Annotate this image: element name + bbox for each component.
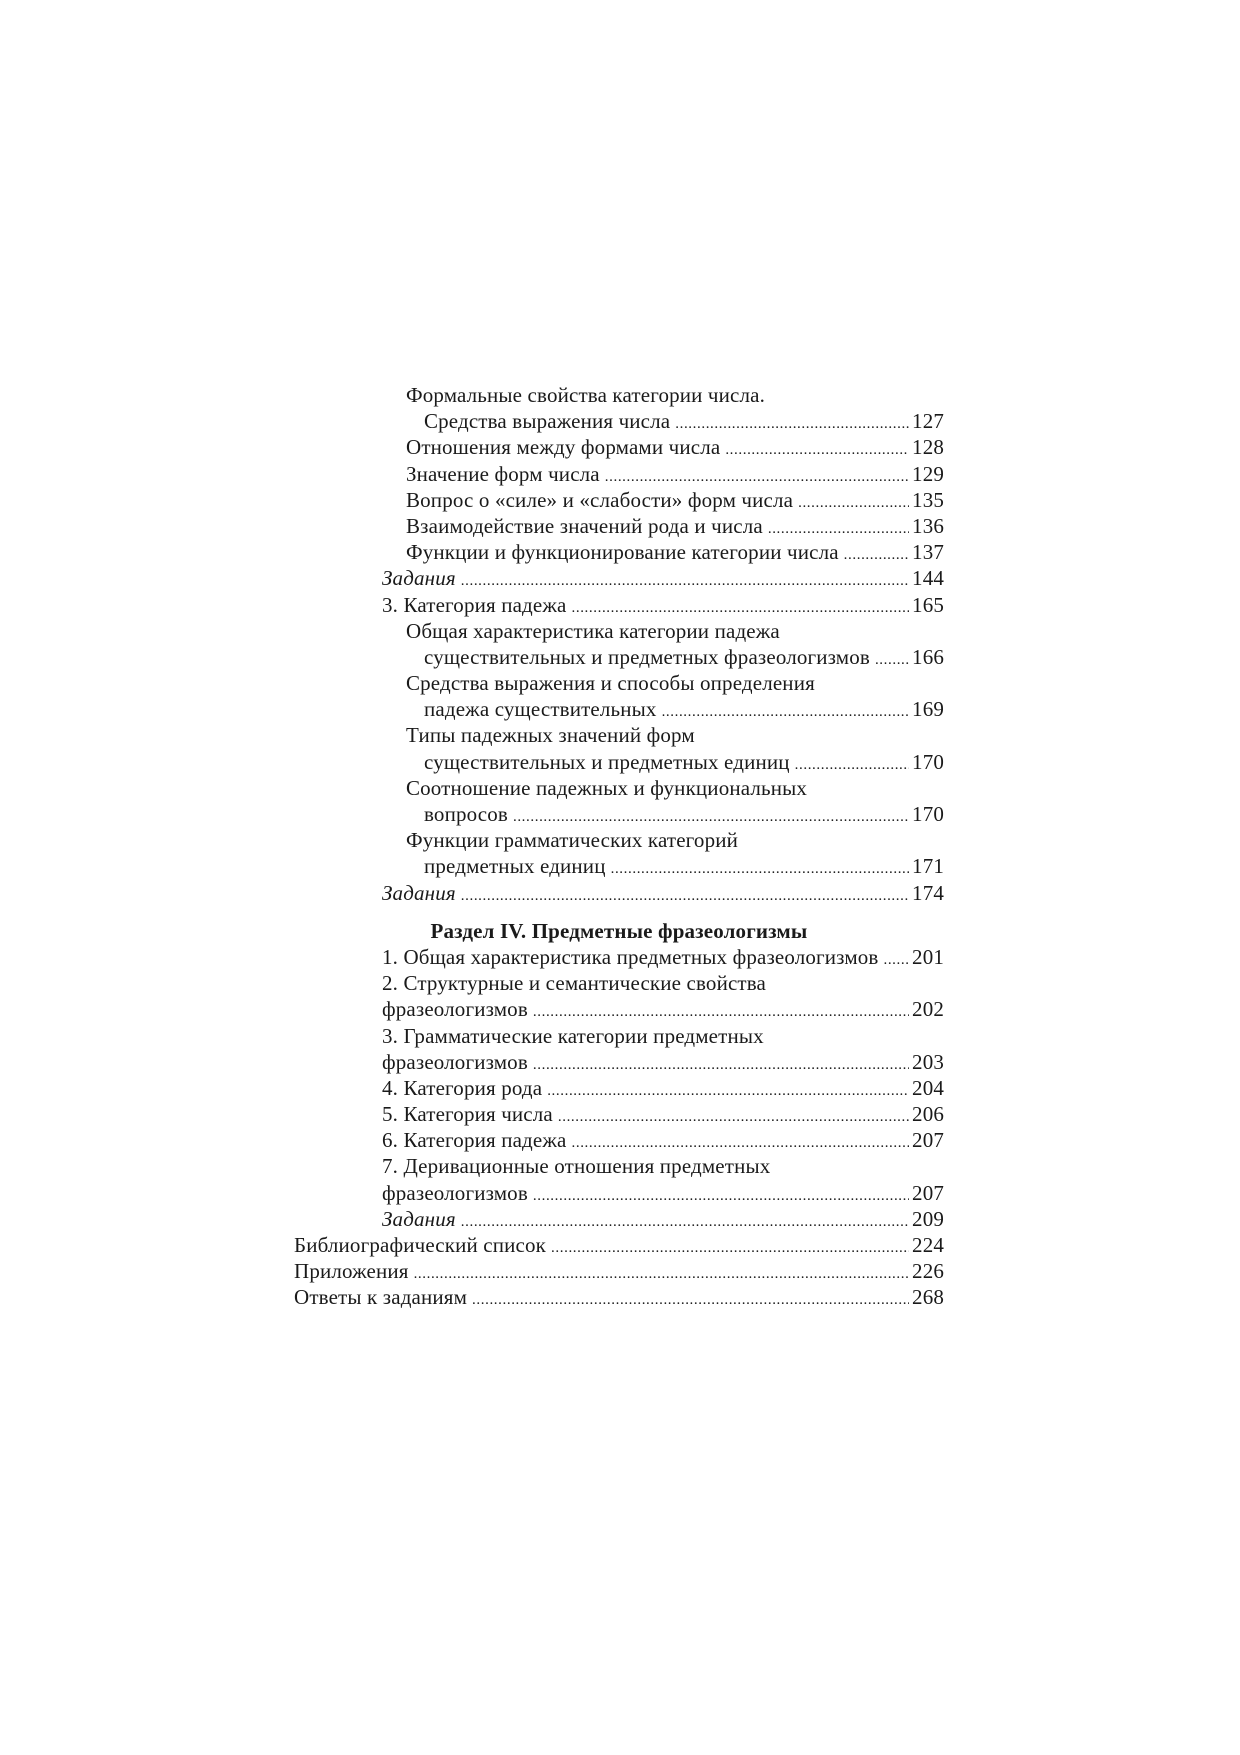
- toc-entry-title: фразеологизмов: [382, 997, 528, 1022]
- toc-entry[interactable]: [294, 827, 944, 853]
- toc-entry[interactable]: [294, 1049, 944, 1075]
- dot-leader: [558, 1101, 909, 1130]
- toc-entry-page: 206: [912, 1102, 944, 1127]
- dot-leader: [605, 461, 909, 490]
- toc-entry-page: 129: [912, 461, 944, 486]
- dot-leader: [547, 1075, 909, 1104]
- dot-leader: [611, 853, 909, 882]
- toc-entry-page: 127: [912, 409, 944, 434]
- toc-entry-title: 5. Категория числа: [382, 1102, 553, 1127]
- toc-entry-title: фразеологизмов: [382, 1049, 528, 1074]
- toc-entry-title: Задания: [382, 1206, 456, 1231]
- toc-entry-title: предметных единиц: [424, 854, 606, 879]
- toc-entry[interactable]: [294, 749, 944, 775]
- toc-entry-title: Задания: [382, 880, 456, 905]
- toc-entry[interactable]: [294, 1075, 944, 1101]
- toc-entry[interactable]: [294, 618, 944, 644]
- toc-entry-title: 7. Деривационные отношения предметных: [382, 1154, 771, 1179]
- toc-entry[interactable]: [294, 592, 944, 618]
- toc-entry-page: 136: [912, 513, 944, 538]
- toc-entry[interactable]: [294, 880, 944, 906]
- dot-leader: [572, 592, 910, 621]
- toc-entry[interactable]: [294, 644, 944, 670]
- toc-entry[interactable]: [294, 853, 944, 879]
- toc-entry[interactable]: [294, 996, 944, 1022]
- toc-entry[interactable]: [294, 382, 944, 408]
- toc-entry-page: 137: [912, 540, 944, 565]
- toc-entry[interactable]: [294, 1206, 944, 1232]
- toc-entry-title: Задания: [382, 566, 456, 591]
- dot-leader: [798, 487, 909, 516]
- toc-entry-page: 174: [912, 880, 944, 905]
- dot-leader: [551, 1232, 909, 1261]
- toc-entry-title: Средства выражения числа: [424, 409, 671, 434]
- toc-entry[interactable]: [294, 970, 944, 996]
- toc-entry[interactable]: [294, 1101, 944, 1127]
- toc-entry[interactable]: [294, 434, 944, 460]
- toc-entry-title: Значение форм числа: [406, 461, 600, 486]
- dot-leader: [414, 1258, 909, 1287]
- dot-leader: [472, 1284, 909, 1313]
- toc-entry[interactable]: [294, 1023, 944, 1049]
- toc-entry-page: 171: [912, 854, 944, 879]
- toc-entry-title: Приложения: [294, 1259, 409, 1284]
- toc-entry[interactable]: [294, 801, 944, 827]
- table-of-contents: [294, 382, 944, 1311]
- toc-entry-page: 201: [912, 944, 944, 969]
- toc-entry[interactable]: [294, 696, 944, 722]
- toc-entry-title: Средства выражения и способы определения: [406, 671, 815, 696]
- toc-entry-title: 3. Категория падежа: [382, 592, 567, 617]
- toc-entry[interactable]: [294, 1258, 944, 1284]
- toc-entry-page: 135: [912, 487, 944, 512]
- section-heading-text: Раздел IV. Предметные фразеологизмы: [430, 918, 808, 943]
- toc-entry[interactable]: [294, 565, 944, 591]
- toc-entry-title: Отношения между формами числа: [406, 435, 721, 460]
- toc-entry-page: 203: [912, 1049, 944, 1074]
- toc-entry-title: Типы падежных значений форм: [406, 723, 695, 748]
- toc-entry-page: 207: [912, 1180, 944, 1205]
- toc-entry-title: 4. Категория рода: [382, 1075, 543, 1100]
- toc-entry-page: 166: [912, 644, 944, 669]
- toc-entry-title: Общая характеристика категории падежа: [406, 618, 780, 643]
- toc-entry-title: Библиографический список: [294, 1233, 547, 1257]
- toc-entry-page: 165: [912, 592, 944, 617]
- toc-entry-title: Формальные свойства категории числа.: [406, 383, 765, 407]
- toc-entry-page: 170: [912, 802, 944, 826]
- toc-entry-page: 268: [912, 1285, 944, 1310]
- toc-entry[interactable]: [294, 722, 944, 748]
- toc-entry-title: 1. Общая характеристика предметных фразеологизмов: [382, 944, 879, 969]
- toc-entry[interactable]: [294, 487, 944, 513]
- toc-entry-title: Функции и функционирование категории числа: [406, 540, 839, 565]
- dot-leader: [662, 696, 909, 725]
- toc-entry-page: 226: [912, 1259, 944, 1284]
- dot-leader: [725, 434, 909, 463]
- toc-entry-page: 170: [912, 749, 944, 774]
- toc-entry[interactable]: [294, 1153, 944, 1179]
- section-heading: [294, 918, 944, 944]
- dot-leader: [533, 1049, 909, 1078]
- toc-entry-title: 6. Категория падежа: [382, 1128, 567, 1153]
- dot-leader: [513, 801, 909, 830]
- toc-entry[interactable]: [294, 1180, 944, 1206]
- dot-leader: [572, 1127, 910, 1156]
- toc-entry[interactable]: [294, 513, 944, 539]
- toc-entry[interactable]: [294, 670, 944, 696]
- toc-entry-title: Соотношение падежных и функциональных: [406, 775, 808, 800]
- dot-leader: [461, 880, 909, 909]
- toc-entry[interactable]: [294, 1232, 944, 1258]
- dot-leader: [461, 1206, 909, 1235]
- toc-entry-page: 207: [912, 1128, 944, 1153]
- toc-entry-title: 3. Грамматические категории предметных: [382, 1023, 764, 1048]
- toc-entry-page: 144: [912, 566, 944, 591]
- toc-entry-title: существительных и предметных единиц: [424, 749, 790, 774]
- dot-leader: [533, 996, 909, 1025]
- toc-entry[interactable]: [294, 1284, 944, 1310]
- toc-entry-title: 2. Структурные и семантические свойства: [382, 971, 767, 996]
- dot-leader: [533, 1180, 909, 1209]
- toc-entry[interactable]: [294, 775, 944, 801]
- toc-entry-title: вопросов: [424, 802, 508, 826]
- toc-entry[interactable]: [294, 1127, 944, 1153]
- dot-leader: [883, 944, 909, 973]
- toc-entry[interactable]: [294, 461, 944, 487]
- dot-leader: [875, 644, 909, 673]
- toc-entry-title: падежа существительных: [424, 697, 657, 722]
- toc-entry-title: Взаимодействие значений рода и числа: [406, 513, 763, 538]
- dot-leader: [675, 408, 909, 437]
- toc-entry-title: Ответы к заданиям: [294, 1285, 468, 1310]
- toc-entry-page: 224: [912, 1233, 944, 1257]
- dot-leader: [795, 749, 909, 778]
- dot-leader: [768, 513, 909, 542]
- toc-entry-page: 128: [912, 435, 944, 460]
- toc-entry[interactable]: [294, 944, 944, 970]
- toc-entry[interactable]: [294, 408, 944, 434]
- toc-entry[interactable]: [294, 539, 944, 565]
- toc-entry-page: 202: [912, 997, 944, 1022]
- toc-entry-page: 169: [912, 697, 944, 722]
- toc-entry-page: 209: [912, 1206, 944, 1231]
- toc-entry-title: Вопрос о «силе» и «слабости» форм числа: [406, 487, 794, 512]
- toc-entry-title: Функции грамматических категорий: [406, 828, 739, 853]
- toc-entry-title: фразеологизмов: [382, 1180, 528, 1205]
- dot-leader: [461, 565, 909, 594]
- toc-entry-title: существительных и предметных фразеологизмов: [424, 644, 870, 669]
- dot-leader: [844, 539, 909, 568]
- toc-entry-page: 204: [912, 1075, 944, 1100]
